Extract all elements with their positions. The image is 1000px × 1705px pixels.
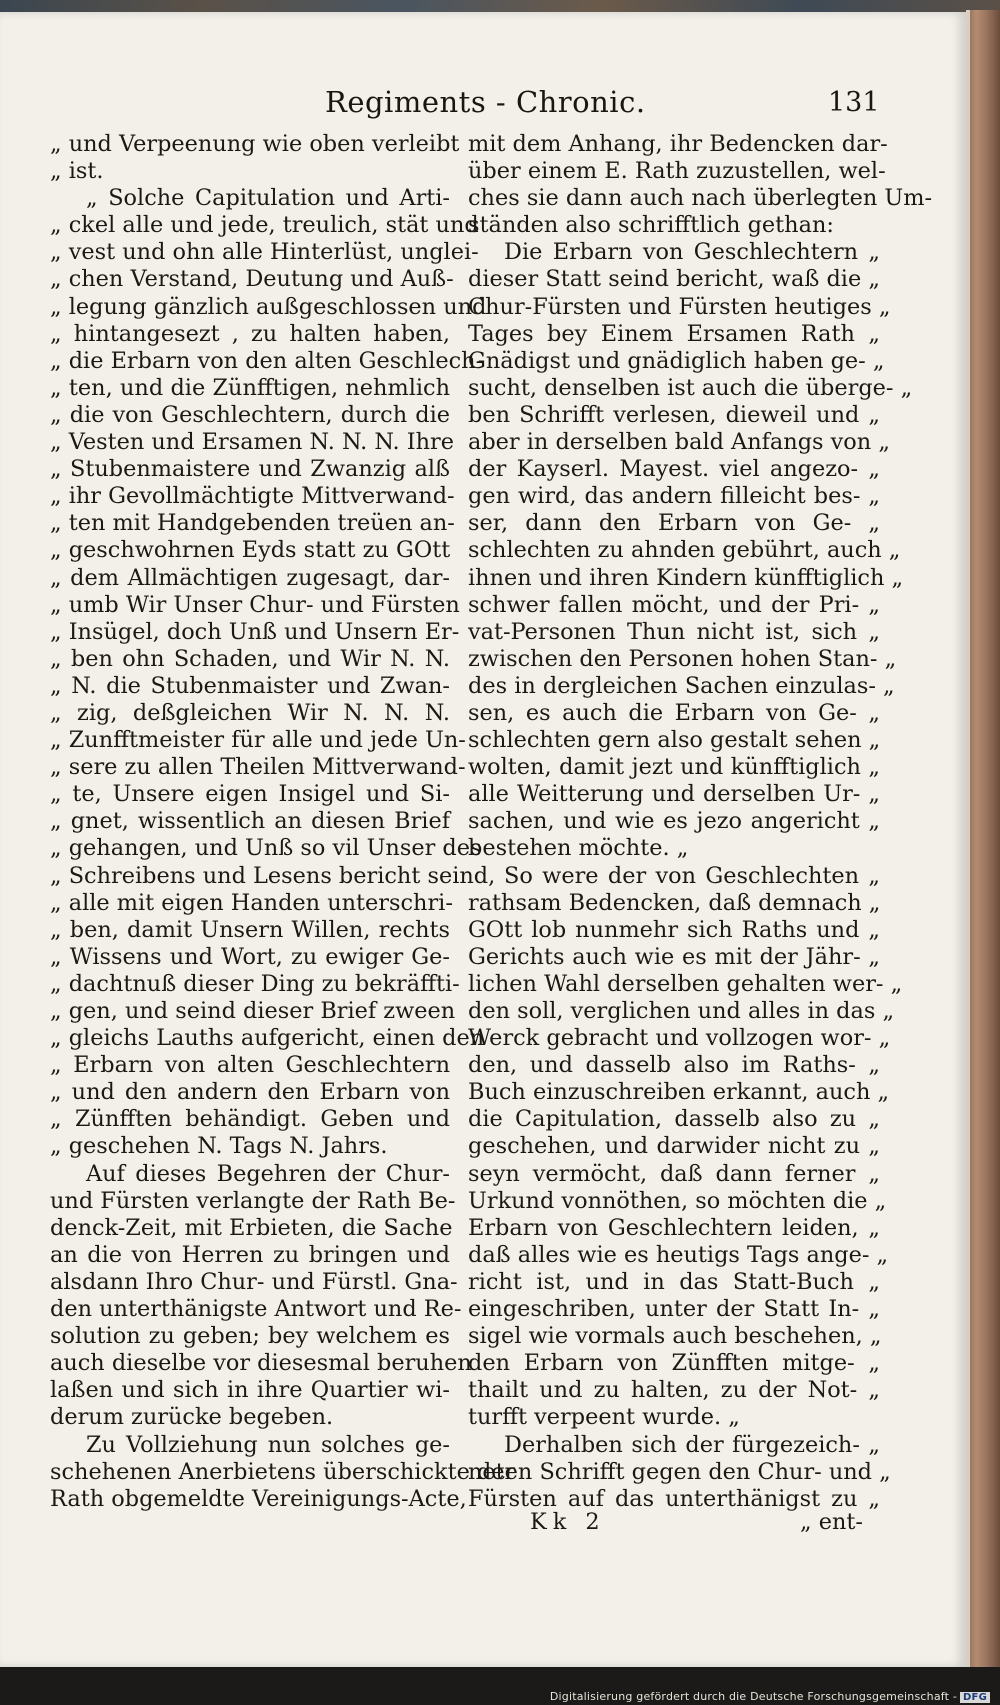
text-line: Erbarn von Geschlechtern leiden, „ [468,1214,880,1241]
text-line: turfft verpeent wurde. „ [468,1404,740,1431]
text-line: „ die Erbarn von den alten Geschlech- [50,347,484,374]
text-line: Chur-Fürsten und Fürsten heutiges „ [468,293,891,320]
credit-text: Digitalisierung gefördert durch die Deutsche Forschungsgemeinschaft - [549,1690,958,1703]
text-line: auch dieselbe vor diesesmal beruhen [50,1350,472,1377]
text-line: den Erbarn von Zünfften mitge- „ [468,1350,880,1377]
text-line: ben Schrifft verlesen, dieweil und „ [468,401,880,428]
left-column [50,131,516,1513]
text-line: gen wird, das andern filleicht bes- „ [468,483,880,510]
text-line: richt ist, und in das Statt-Buch „ [468,1268,880,1295]
text-line: „ Insügel, doch Unß und Unsern Er- [50,618,460,645]
text-line: Werck gebracht und vollzogen wor- „ [468,1025,891,1052]
text-line: „ te, Unsere eigen Insigel und Si- [50,781,450,808]
page-foot [0,1509,966,1539]
text-line: sucht, denselben ist auch die überge- „ [468,374,913,401]
text-line: „ vest und ohn alle Hinterlüst, unglei- [50,239,479,266]
text-line: den, und dasselb also im Raths- „ [468,1052,880,1079]
text-line: „ Stubenmaistere und Zwanzig alß [50,456,450,483]
text-line: „ legung gänzlich außgeschlossen und [50,293,487,320]
text-line: GOtt lob nunmehr sich Raths und „ [468,916,880,943]
text-line: vat-Personen Thun nicht ist, sich „ [468,618,880,645]
text-line: „ gehangen, und Unß so vil Unser des [50,835,482,862]
text-line: die Capitulation, dasselb also zu „ [468,1106,880,1133]
book-page [0,12,966,1667]
sheet-signature: Kk 2 [530,1509,606,1535]
text-line: „ sere zu allen Theilen Mittverwand- [50,754,466,781]
text-line: „ chen Verstand, Deutung und Auß- [50,266,454,293]
text-line: an die von Herren zu bringen und [50,1241,450,1268]
text-line: ihnen und ihren Kindern künfftiglich „ [468,564,904,591]
text-line: rathsam Bedencken, daß demnach „ [468,889,881,916]
text-line: geschehen, und darwider nicht zu „ [468,1133,880,1160]
text-line: ständen also schrifftlich gethan: [468,212,834,239]
text-line: daß alles wie es heutigs Tags ange- „ [468,1241,889,1268]
text-line: schlechten zu ahnden gebührt, auch „ [468,537,901,564]
text-line: Die Erbarn von Geschlechtern „ [504,239,880,266]
text-line: thailt und zu halten, zu der Not- „ [468,1377,880,1404]
text-line: Fürsten auf das unterthänigst zu „ [468,1485,880,1512]
text-line: „ Vesten und Ersamen N. N. N. Ihre [50,429,454,456]
text-line: „ und Verpeenung wie oben verleibt [50,131,460,157]
text-line: „ dem Allmächtigen zugesagt, dar- [50,564,450,591]
text-line: schehenen Anerbietens überschickte der [50,1458,516,1485]
text-line: „ ist. [50,158,104,185]
text-line: sen, es auch die Erbarn von Ge- „ [468,699,880,726]
text-line: sachen, und wie es jezo angericht „ [468,808,880,835]
text-line: „ alle mit eigen Handen unterschri- [50,889,453,916]
right-column [468,131,933,1513]
text-line: „ hintangesezt , zu halten haben, [50,320,450,347]
text-line: des in dergleichen Sachen einzulas- „ [468,672,895,699]
text-line: schlechten gern also gestalt sehen „ [468,727,881,754]
text-line: zwischen den Personen hohen Stan- „ [468,645,897,672]
text-line: der Kayserl. Mayest. viel angezo- „ [468,456,880,483]
text-line: Gnädigst und gnädiglich haben ge- „ [468,347,885,374]
text-line: „ und den andern den Erbarn von [50,1079,450,1106]
text-line: solution zu geben; bey welchem es [50,1323,450,1350]
text-line: Derhalben sich der fürgezeich- „ [504,1431,880,1458]
text-line: den unterthänigste Antwort und Re- [50,1296,462,1323]
text-line: „ Wissens und Wort, zu ewiger Ge- [50,943,450,970]
text-line: Buch einzuschreiben erkannt, auch „ [468,1079,890,1106]
digitization-credit [550,1690,990,1703]
text-line: „ ihr Gevollmächtigte Mittverwand- [50,483,455,510]
text-line: „ N. die Stubenmaister und Zwan- [50,672,450,699]
text-line: ches sie dann auch nach überlegten Um- [468,185,933,212]
catchword: „ ent- [800,1509,863,1535]
text-line: „ zig, deßgleichen Wir N. N. N. [50,699,450,726]
text-line: eingeschriben, unter der Statt In- „ [468,1296,880,1323]
text-line: Tages bey Einem Ersamen Rath „ [468,320,880,347]
text-line: „ ckel alle und jede, treulich, stät und [50,212,479,239]
text-line: „ gen, und seind dieser Brief zween [50,998,456,1024]
text-line: aber in derselben bald Anfangs von „ [468,429,890,456]
text-line: So were der von Geschlechten „ [504,862,880,889]
text-line: wolten, damit jezt und künfftiglich „ [468,754,880,781]
text-line: „ Zünfften behändigt. Geben und [50,1106,450,1133]
text-line: „ Solche Capitulation und Arti- [86,185,450,212]
page-number: 131 [828,87,880,118]
text-line: „ Erbarn von alten Geschlechtern [50,1052,450,1079]
book-fore-edge [966,10,1000,1670]
text-line: und Fürsten verlangte der Rath Be- [50,1187,456,1214]
text-line: Zu Vollziehung nun solches ge- [86,1431,450,1458]
text-line: über einem E. Rath zuzustellen, wel- [468,158,886,185]
text-line: „ Schreibens und Lesens bericht seind, [50,862,496,889]
text-line: Auf dieses Begehren der Chur- [86,1160,450,1187]
text-line: ser, dann den Erbarn von Ge- „ [468,510,880,537]
text-line: neten Schrifft gegen den Chur- und „ [468,1458,891,1485]
text-line: „ die von Geschlechtern, durch die [50,401,450,428]
text-line: den soll, verglichen und alles in das „ [468,998,895,1024]
running-head-title: Regiments - Chronic. [325,85,646,119]
text-line: alle Weitterung und derselben Ur- „ [468,781,880,808]
text-line: Urkund vonnöthen, so möchten die „ [468,1187,887,1214]
text-line: laßen und sich in ihre Quartier wi- [50,1377,450,1404]
text-line: dieser Statt seind bericht, waß die „ [468,266,880,293]
text-line: „ gleichs Lauths aufgericht, einen den [50,1025,485,1052]
running-head [0,85,966,125]
text-line: Gerichts auch wie es mit der Jähr- „ [468,943,880,970]
text-line: mit dem Anhang, ihr Bedencken dar- [468,131,888,157]
text-line: alsdann Ihro Chur- und Fürstl. Gna- [50,1268,458,1295]
text-line: „ geschwohrnen Eyds statt zu GOtt [50,537,451,564]
text-line: „ ten mit Handgebenden treüen an- [50,510,455,537]
text-line: „ ben, damit Unsern Willen, rechts [50,916,450,943]
dfg-logo: DFG [960,1692,990,1703]
text-line: lichen Wahl derselben gehalten wer- „ [468,970,903,997]
text-line: „ umb Wir Unser Chur- und Fürsten [50,591,460,618]
text-line: denck-Zeit, mit Erbieten, die Sache [50,1214,453,1241]
text-line: derum zurücke begeben. [50,1404,334,1431]
text-line: „ Zunfftmeister für alle und jede Un- [50,727,466,754]
text-line: schwer fallen möcht, und der Pri- „ [468,591,880,618]
text-line: „ gnet, wissentlich an diesen Brief [50,808,450,835]
text-line: sigel wie vormals auch beschehen, „ [468,1323,882,1350]
text-line: „ geschehen N. Tags N. Jahrs. [50,1133,388,1160]
text-line: bestehen möchte. „ [468,835,689,862]
text-line: „ dachtnuß dieser Ding zu bekräffti- [50,970,460,997]
text-line: seyn vermöcht, daß dann ferner „ [468,1160,880,1187]
text-line: „ ten, und die Zünfftigen, nehmlich [50,374,450,401]
text-line: Rath obgemeldte Vereinigungs-Acte, [50,1485,467,1512]
text-line: „ ben ohn Schaden, und Wir N. N. [50,645,450,672]
